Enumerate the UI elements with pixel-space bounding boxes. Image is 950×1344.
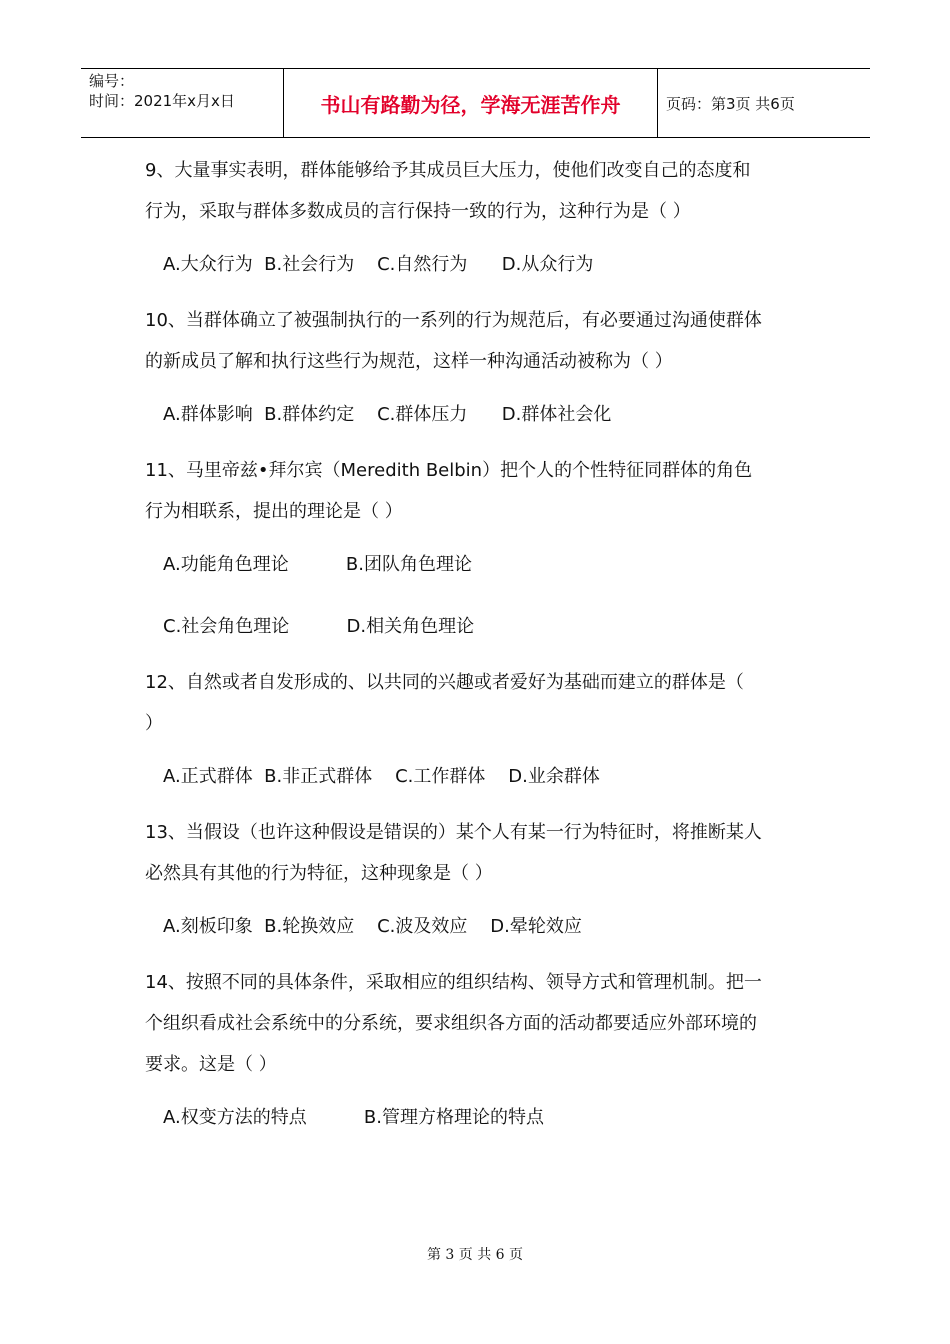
- question-options: A.刻板印象 B.轮换效应 C.波及效应 D.晕轮效应: [163, 916, 582, 937]
- question-text-line: 10、当群体确立了被强制执行的一系列的行为规范后，有必要通过沟通使群体: [145, 310, 762, 331]
- question-text-line: 必然具有其他的行为特征，这种现象是（ ）: [145, 863, 493, 884]
- header-meta: [81, 69, 283, 137]
- question-text-line: 的新成员了解和执行这些行为规范，这样一种沟通活动被称为（ ）: [145, 351, 673, 372]
- page-footer: 第 3 页 共 6 页: [426, 1247, 524, 1263]
- question-10: [145, 300, 815, 450]
- question-options: A.正式群体 B.非正式群体 C.工作群体 D.业余群体: [163, 766, 600, 787]
- question-text-line: 11、马里帝兹•拜尔宾（Meredith Belbin）把个人的个性特征同群体的角色: [145, 460, 753, 481]
- question-list: [145, 150, 815, 1132]
- question-options: A.大众行为 B.社会行为 C.自然行为 D.从众行为: [163, 254, 594, 275]
- question-text-line: 行为，采取与群体多数成员的言行保持一致的行为，这种行为是（ ）: [145, 201, 691, 222]
- document-date-label: 时间：2021年x月x日: [89, 92, 235, 110]
- header-page-number: 页码：第3页 共6页: [666, 94, 795, 113]
- header-motto: 书山有路勤为径，学海无涯苦作舟: [283, 69, 658, 137]
- page-header: [81, 68, 870, 138]
- document-number-label: 编号：: [89, 72, 135, 90]
- question-options: A.功能角色理论 B.团队角色理论: [163, 554, 473, 575]
- question-options: A.群体影响 B.群体约定 C.群体压力 D.群体社会化: [163, 404, 612, 425]
- question-13: [145, 812, 815, 962]
- question-text-line: 行为相联系，提出的理论是（ ）: [145, 501, 403, 522]
- question-text-line: 要求。这是（ ）: [145, 1054, 277, 1075]
- question-text-line: ）: [145, 713, 163, 734]
- question-text-line: 13、当假设（也许这种假设是错误的）某个人有某一行为特征时，将推断某人: [145, 822, 762, 843]
- question-14: [145, 962, 815, 1132]
- question-text-line: 12、自然或者自发形成的、以共同的兴趣或者爱好为基础而建立的群体是（: [145, 672, 744, 693]
- question-12: [145, 662, 815, 812]
- question-options: C.社会角色理论 D.相关角色理论: [163, 616, 475, 637]
- question-options: A.权变方法的特点 B.管理方格理论的特点: [163, 1107, 545, 1128]
- question-text-line: 14、按照不同的具体条件，采取相应的组织结构、领导方式和管理机制。把一: [145, 972, 762, 993]
- question-11: [145, 450, 815, 662]
- question-text-line: 9、大量事实表明，群体能够给予其成员巨大压力，使他们改变自己的态度和: [145, 160, 751, 181]
- question-9: [145, 150, 815, 300]
- question-text-line: 个组织看成社会系统中的分系统，要求组织各方面的活动都要适应外部环境的: [145, 1013, 757, 1034]
